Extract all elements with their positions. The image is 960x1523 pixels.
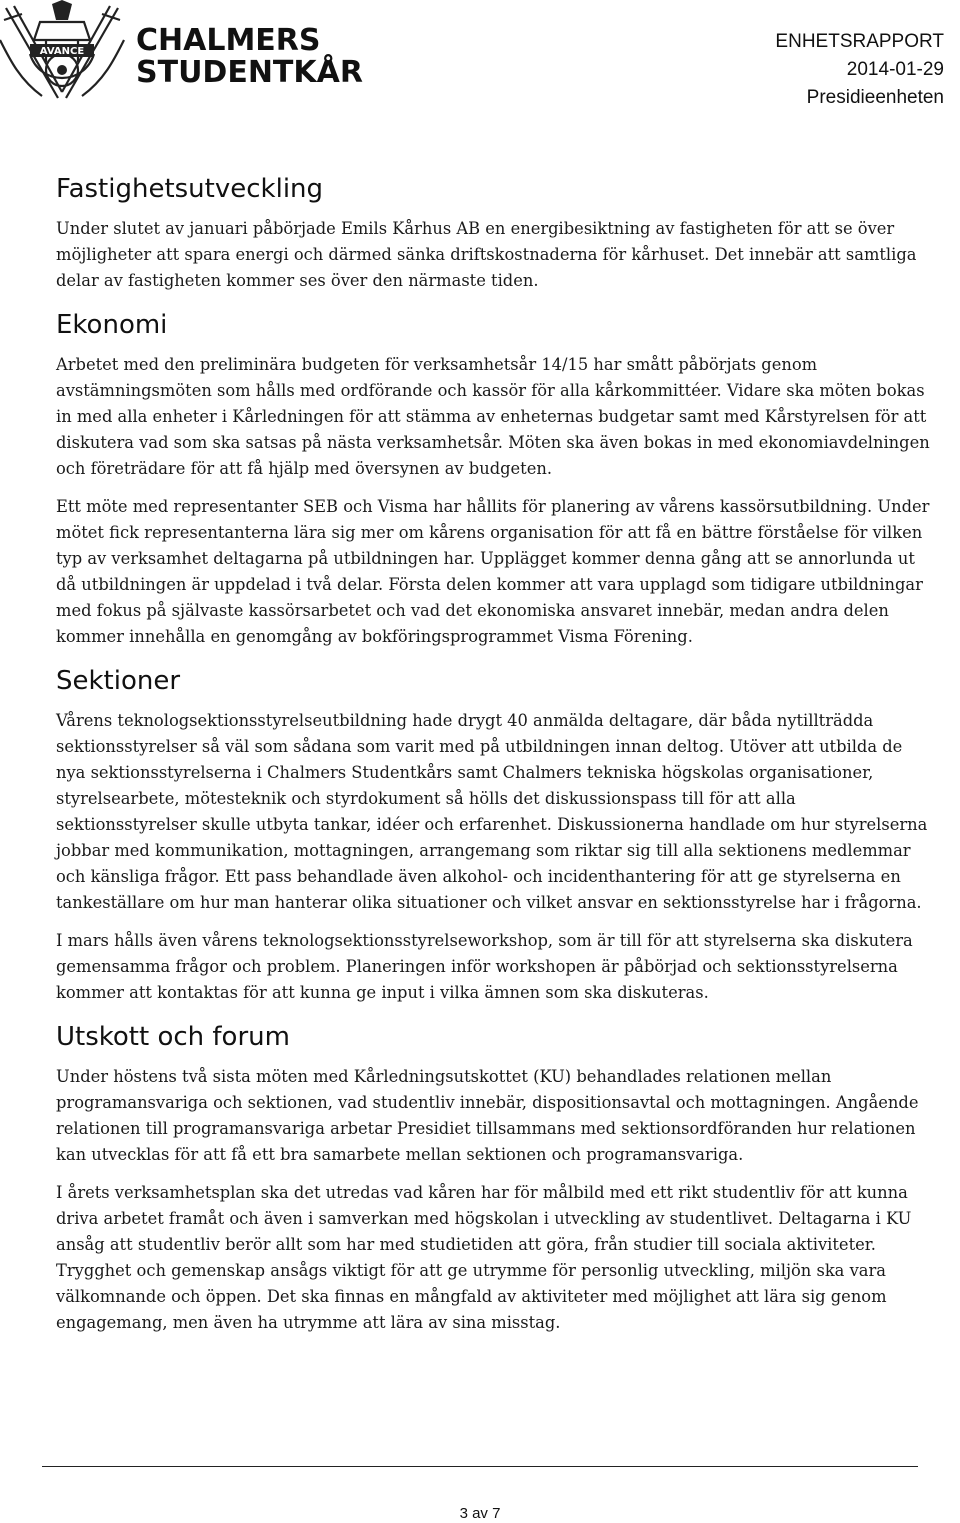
chalmers-seal-logo <box>0 0 125 110</box>
paragraph: Under slutet av januari påbörjade Emils Kårhus AB en energibesiktning av fastigheten för att se över möjligheter att spara energi och därmed sänka driftskostnaderna för kårhuset. Det innebär att samtliga delar av fastigheten kommer ses över den närmaste tiden. <box>56 219 917 290</box>
footer-divider <box>42 1466 918 1467</box>
logo-line-2: STUDENTKÅR <box>136 55 363 90</box>
section-sektioner <box>56 664 936 1006</box>
page-number: 3 av 7 <box>459 1505 501 1522</box>
seal-text: AVANCE <box>39 46 85 57</box>
document-unit: Presidieenheten <box>806 87 944 108</box>
section-fastighetsutveckling <box>56 172 936 294</box>
paragraph: Arbetet med den preliminära budgeten för verksamhetsår 14/15 har smått påbörjats genom avstämningsmöten som hålls med ordförande och kassör för alla kårkommittéer. Vidare ska möten bokas in med alla enheter i Kårledningen för att stämma av enheternas budgetar samt med Kårstyrelsen för att diskutera vad som ska satsas på nästa verksamhetsår. Möten ska även bokas in med ekonomiavdelningen och företrädare för att få hjälp med översynen av budgeten. <box>56 355 930 478</box>
section-heading: Utskott och forum <box>56 1022 290 1052</box>
page-header <box>0 0 960 110</box>
report-body <box>56 172 936 1350</box>
section-heading: Fastighetsutveckling <box>56 174 324 204</box>
paragraph: Vårens teknologsektionsstyrelseutbildning hade drygt 40 anmälda deltagare, där båda nytillträdda sektionsstyrelser så väl som sådana som varit med på utbildningen innan deltog. Utöver att utbilda de nya sektionsstyrelserna i Chalmers Studentkårs samt Chalmers tekniska högskolas organisationer, styrelsearbete, mötesteknik och styrdokument så hölls det diskussionspass till för att alla sektionsstyrelser skulle utbyta tankar, idéer och erfarenhet. Diskussionerna handlade om hur styrelserna jobbar med kommunikation, mottagningen, arrangemang som riktar sig till alla sektionens medlemmar och känsliga frågor. Ett pass behandlade även alkohol- och incidenthantering för att ge styrelserna en tankeställare om hur man hanterar olika situationer och vilket ansvar en sektionsstyrelse har i frågorna. <box>56 711 928 912</box>
section-ekonomi <box>56 308 936 650</box>
paragraph: I mars hålls även vårens teknologsektionsstyrelseworkshop, som är till för att styrelserna ska diskutera gemensamma frågor och problem. Planeringen inför workshopen är påbörjad och sektionsstyrelserna kommer att kontaktas för att kunna ge input i vilka ämnen som ska diskuteras. <box>56 931 913 1002</box>
document-meta <box>775 28 944 112</box>
document-type: ENHETSRAPPORT <box>775 31 944 52</box>
paragraph: I årets verksamhetsplan ska det utredas vad kåren har för målbild med ett rikt studentliv för att kunna driva arbetet framåt och även i samverkan med högskolan i utveckling av studentlivet. Deltagarna i KU ansåg att studentliv berör allt som har med studietiden att göra, från studier till sociala aktiviteter. Trygghet och gemenskap ansågs viktigt för att ge utrymme för personlig utveckling, miljön ska vara välkomnande och öppen. Det ska finnas en mångfald av aktiviteter med möjlighet att lära sig genom engagemang, men även ha utrymme att lära av sina misstag. <box>56 1183 912 1332</box>
section-heading: Ekonomi <box>56 310 168 340</box>
logo-line-1: CHALMERS <box>136 23 321 58</box>
document-date: 2014-01-29 <box>846 59 944 80</box>
section-utskott-och-forum <box>56 1020 936 1336</box>
chalmers-wordmark <box>136 23 363 90</box>
section-heading: Sektioner <box>56 666 181 696</box>
paragraph: Ett möte med representanter SEB och Visma har hållits för planering av vårens kassörsutbildning. Under mötet fick representanterna lära sig mer om kårens organisation för att få en bättre förståelse för vilken typ av verksamhet deltagarna på utbildningen har. Upplägget kommer denna gång att se annorlunda ut då utbildningen är uppdelad i två delar. Första delen kommer att vara upplagd som tidigare utbildningar med fokus på självaste kassörsarbetet och vad det ekonomiska ansvaret innebär, medan andra delen kommer innehålla en genomgång av bokföringsprogrammet Visma Förening. <box>56 497 930 646</box>
paragraph: Under höstens två sista möten med Kårledningsutskottet (KU) behandlades relationen mellan programansvariga och sektionen, vad studentliv innebär, dispositionsavtal och mottagningen. Angående relationen till programansvariga arbetar Presidiet tillsammans med sektionsordföranden hur relationen kan utvecklas för att få ett bra samarbete mellan sektionen och programansvariga. <box>56 1067 919 1164</box>
